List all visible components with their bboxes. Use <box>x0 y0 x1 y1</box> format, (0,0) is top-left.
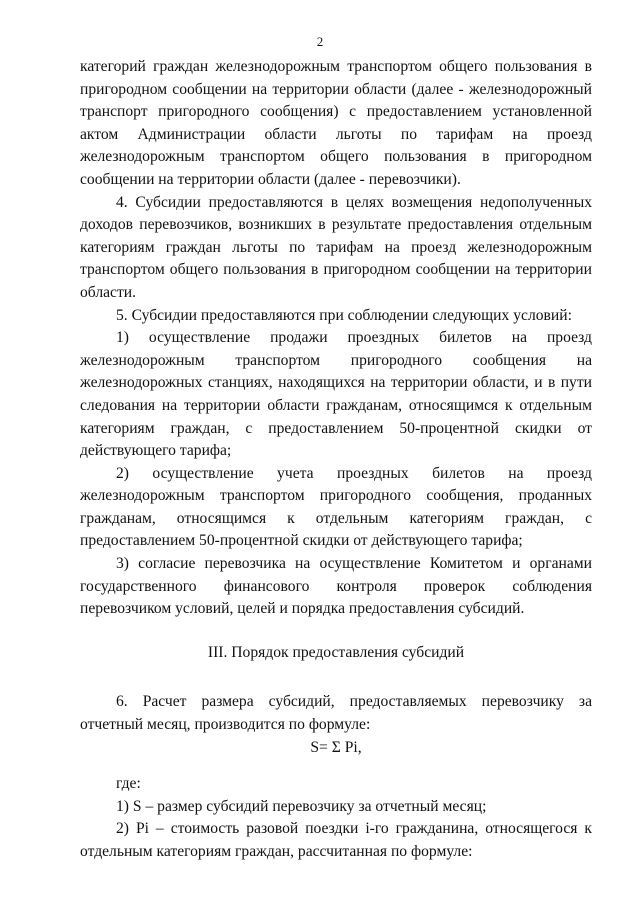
definition-pi: 2) Pi – стоимость разовой поездки i-го гражданина, относящегося к отдельным категориям граждан, рассчитанная по формуле: <box>80 820 592 860</box>
paragraph-5: 5. Субсидии предоставляются при соблюдении следующих условий: <box>116 306 572 324</box>
condition-2: 2) осуществление учета проездных билетов на проезд железнодорожным транспортом пригородного сообщения, проданных гражданам, относящимся к отдельным категориям граждан, с предоставлением 50-процентной скидки от действующего тарифа; <box>80 464 592 550</box>
paragraph-6: 6. Расчет размера субсидий, предоставляемых перевозчику за отчетный месяц, производится по формуле: <box>80 693 592 734</box>
where-label: где: <box>116 775 141 793</box>
definition-s: 1) S – размер субсидий перевозчику за отчетный месяц; <box>116 797 487 815</box>
condition-3: 3) согласие перевозчика на осуществление Комитетом и органами государственного финансового контроля проверок соблюдения перевозчиком условий, целей и порядка предоставления субсидий. <box>80 555 592 618</box>
paragraph-continuation: категорий граждан железнодорожным транспортом общего пользования в пригородном сообщении на территории области (далее - железнодорожный транспорт пригородного сообщения) с предоставлением установленной актом Администрации области льготы по тарифам на проезд железнодорожным транспортом общего пользования в пригородном сообщении на территории области (далее - перевозчики). <box>80 58 592 188</box>
paragraph-4: 4. Субсидии предоставляются в целях возмещения недополученных доходов перевозчиков, возникших в результате предоставления отдельным категориям граждан льготы по тарифам на проезд железнодорожным транспортом общего пользования в пригородном сообщении на территории области. <box>80 193 592 301</box>
formula: S= Σ Pi, <box>310 738 362 756</box>
page-number: 2 <box>316 34 324 49</box>
document-body <box>80 56 592 864</box>
condition-1: 1) осуществление продажи проездных билетов на проезд железнодорожным транспортом пригородного сообщения на железнодорожных станциях, находящихся на территории области, и в пути следования на территории области гражданам, относящимся к отдельным категориям граждан, с предоставлением 50-процентной скидки от действующего тарифа; <box>80 329 592 460</box>
section-heading: III. Порядок предоставления субсидий <box>207 643 465 661</box>
